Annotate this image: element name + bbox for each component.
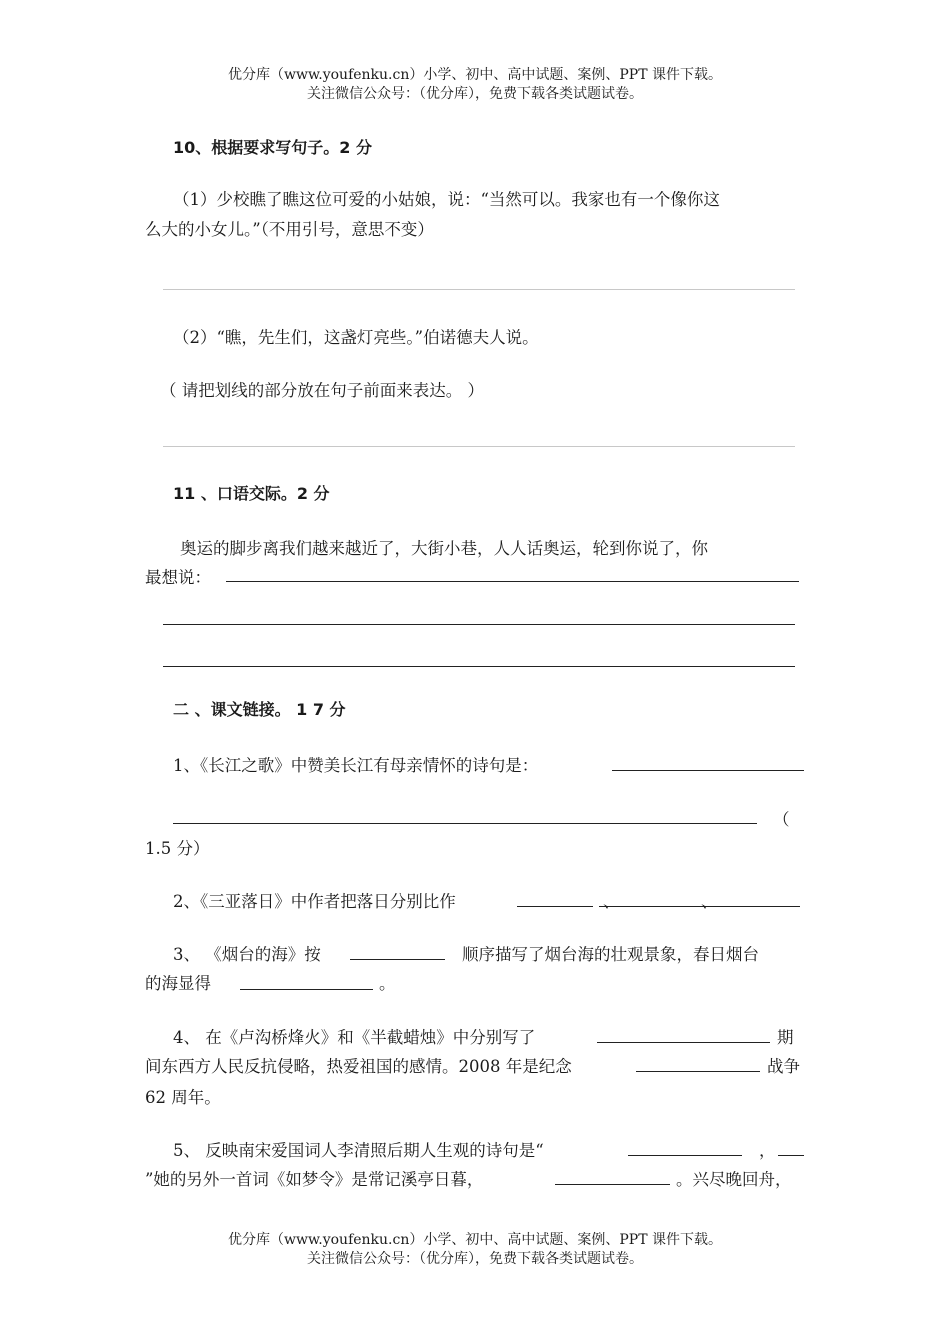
s2-item4-part-d: 战争 <box>767 1057 800 1076</box>
s2-item1-paren: （ <box>773 810 790 829</box>
s2-item4-blank-2[interactable] <box>636 1071 760 1072</box>
s2-item5-part-c: 。兴尽晚回舟， <box>676 1170 792 1189</box>
s2-item4-part-a: 4、 在《卢沟桥烽火》和《半截蜡烛》中分别写了 <box>173 1028 536 1047</box>
q10-item1-answer-line[interactable] <box>163 289 795 290</box>
s2-item5-part-b: ”她的另外一首词《如梦令》是常记溪亭日暮， <box>145 1170 484 1189</box>
q11-line2: 最想说： <box>145 568 211 587</box>
q11-answer-line-1[interactable] <box>226 581 799 582</box>
s2-item2-blank-2[interactable] <box>599 906 800 907</box>
s2-item2-blank-1[interactable] <box>517 906 593 907</box>
s2-item4-blank-1[interactable] <box>597 1042 770 1043</box>
q10-item1-line1: （1）少校瞧了瞧这位可爱的小姑娘，说：“当然可以。我家也有一个像你这 <box>173 190 720 209</box>
s2-item3-blank-2[interactable] <box>240 989 373 990</box>
s2-item2-sep-2: 、 <box>701 892 718 911</box>
s2-item5-comma: ， <box>759 1141 776 1160</box>
q11-answer-line-3[interactable] <box>163 666 795 667</box>
s2-item2-sep-1: 、 <box>603 892 620 911</box>
q10-item1-line2: 么大的小女儿。”（不用引号，意思不变） <box>145 220 434 239</box>
s2-item1-blank-1[interactable] <box>612 770 804 771</box>
s2-item1-score: 1.5 分） <box>145 839 210 858</box>
q10-title: 10、根据要求写句子。2 分 <box>173 138 372 157</box>
s2-item3-part-d: 。 <box>379 974 396 993</box>
section2-title: 二 、课文链接。 1 7 分 <box>173 700 346 719</box>
page-header-line-1: 优分库（www.youfenku.cn）小学、初中、高中试题、案例、PPT 课件下载。 <box>227 67 722 83</box>
s2-item1-line1: 1、《长江之歌》中赞美长江有母亲情怀的诗句是： <box>173 756 539 775</box>
s2-item5-blank-1[interactable] <box>628 1155 742 1156</box>
s2-item4-part-b: 期 <box>777 1028 794 1047</box>
s2-item3-blank-1[interactable] <box>350 959 445 960</box>
q10-item2-line2: （ 请把划线的部分放在句子前面来表达。 ） <box>160 381 484 400</box>
page-header-line-2: 关注微信公众号：（优分库），免费下载各类试题试卷。 <box>307 86 643 102</box>
s2-item1-blank-2[interactable] <box>173 823 757 824</box>
q10-item2-line1: （2）“瞧，先生们，这盏灯亮些。”伯诺德夫人说。 <box>173 328 539 347</box>
s2-item3-part-a: 3、 《烟台的海》按 <box>173 945 321 964</box>
q10-item2-answer-line[interactable] <box>163 446 795 447</box>
page-footer-line-2: 关注微信公众号：（优分库），免费下载各类试题试卷。 <box>307 1251 643 1267</box>
s2-item5-part-a: 5、 反映南宋爱国词人李清照后期人生观的诗句是“ <box>173 1141 544 1160</box>
s2-item2-text: 2、《三亚落日》中作者把落日分别比作 <box>173 892 456 911</box>
s2-item3-part-b: 顺序描写了烟台海的壮观景象，春日烟台 <box>462 945 759 964</box>
q11-title: 11 、口语交际。2 分 <box>173 484 330 503</box>
q11-answer-line-2[interactable] <box>163 624 795 625</box>
s2-item5-blank-2[interactable] <box>778 1155 804 1156</box>
page-footer-line-1: 优分库（www.youfenku.cn）小学、初中、高中试题、案例、PPT 课件下载。 <box>227 1232 722 1248</box>
s2-item3-part-c: 的海显得 <box>145 974 211 993</box>
q11-line1: 奥运的脚步离我们越来越近了，大街小巷，人人话奥运，轮到你说了，你 <box>180 539 708 558</box>
s2-item4-part-e: 62 周年。 <box>145 1088 221 1107</box>
s2-item4-part-c: 间东西方人民反抗侵略，热爱祖国的感情。2008 年是纪念 <box>145 1057 572 1076</box>
s2-item5-blank-3[interactable] <box>555 1184 670 1185</box>
